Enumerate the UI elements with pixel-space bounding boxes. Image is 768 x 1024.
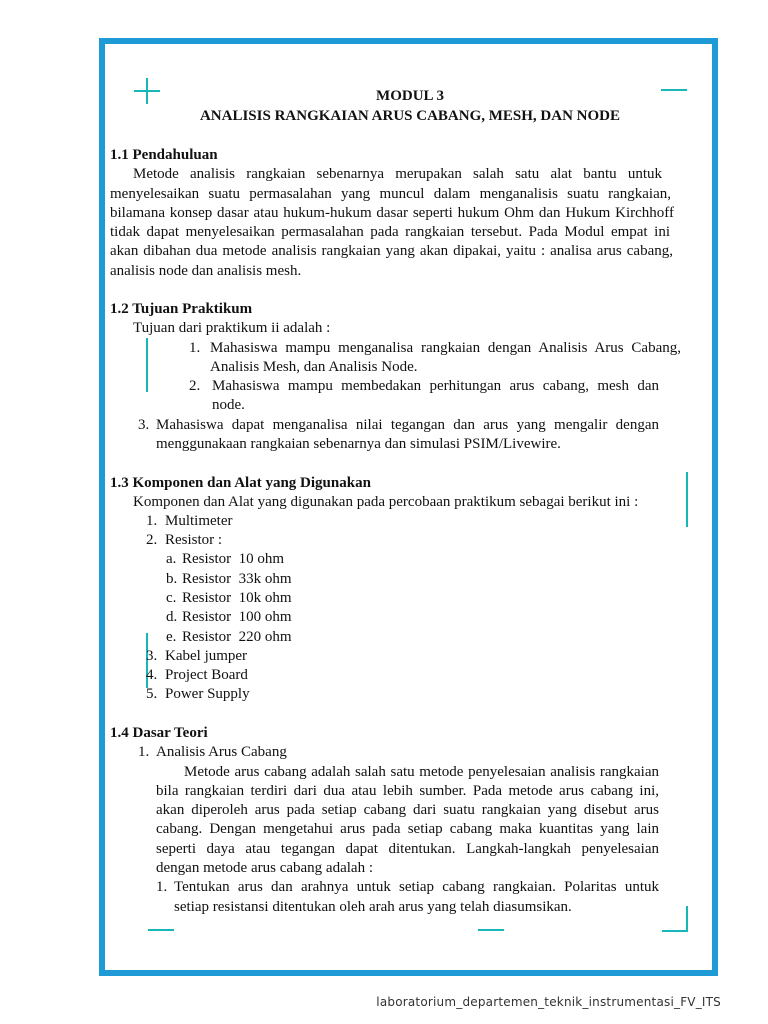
paragraph-line: bila rangkaian terdiri dari dua atau lebih sumber. Pada metode arus cabang ini, bbox=[156, 783, 659, 799]
paragraph-line: menyelesaikan suatu permasalahan yang muncul dalam menganalisis suatu rangkaian, bbox=[110, 186, 671, 202]
paragraph-line: seperti daya atau tegangan dapat ditentukan. Langkah-langkah penyelesaian bbox=[156, 841, 659, 857]
list-number: 2. bbox=[189, 378, 201, 394]
sublist-letter: c. bbox=[166, 590, 177, 606]
paragraph-line: Metode analisis rangkaian sebenarnya merupakan salah satu alat bantu untuk bbox=[133, 166, 662, 182]
list-number: 1. bbox=[156, 879, 168, 895]
paragraph-line: akan dibahan dua metode analisis rangkaian yang akan dipakai, yaitu : analisa arus cabang, bbox=[110, 243, 673, 259]
list-item: setiap resistansi ditentukan oleh arah arus yang telah diasumsikan. bbox=[174, 899, 572, 915]
tujuan-intro: Tujuan dari praktikum ii adalah : bbox=[133, 320, 331, 336]
list-item: Power Supply bbox=[165, 686, 250, 702]
paragraph-line: bilamana konsep dasar atau hukum-hukum dasar seperti hukum Ohm dan Hukum Kirchhoff bbox=[110, 205, 674, 221]
list-item: Mahasiswa dapat menganalisa nilai tegangan dan arus yang mengalir dengan bbox=[156, 417, 659, 433]
sublist-letter: a. bbox=[166, 551, 177, 567]
list-item: node. bbox=[212, 397, 245, 413]
sublist-item: Resistor 220 ohm bbox=[182, 629, 292, 645]
paragraph-line: dengan metode arus cabang adalah : bbox=[156, 860, 373, 876]
list-item: Multimeter bbox=[165, 513, 233, 529]
list-item: Tentukan arus dan arahnya untuk setiap cabang rangkaian. Polaritas untuk bbox=[174, 879, 659, 895]
bar-mark-right bbox=[686, 472, 688, 527]
list-item: Resistor : bbox=[165, 532, 223, 548]
page-title: ANALISIS RANGKAIAN ARUS CABANG, MESH, DAN NODE bbox=[199, 108, 621, 124]
section-heading-pendahuluan: 1.1 Pendahuluan bbox=[110, 147, 218, 163]
paragraph-line: tidak dapat menyelesaikan permasalahan pada rangkaian tersebut. Pada Modul empat ini bbox=[110, 224, 670, 240]
corner-mark-v bbox=[686, 906, 688, 932]
dash-mark-bottom-left bbox=[148, 929, 174, 931]
komponen-intro: Komponen dan Alat yang digunakan pada percobaan praktikum sebagai berikut ini : bbox=[133, 494, 639, 510]
list-number: 1. bbox=[138, 744, 150, 760]
module-label: MODUL 3 bbox=[376, 88, 444, 104]
paragraph-line: Metode arus cabang adalah salah satu metode penyelesaian analisis rangkaian bbox=[184, 764, 659, 780]
sublist-letter: e. bbox=[166, 629, 177, 645]
bar-mark-left-1 bbox=[146, 338, 148, 392]
list-number: 5. bbox=[146, 686, 158, 702]
list-number: 1. bbox=[146, 513, 158, 529]
sublist-item: Resistor 10k ohm bbox=[182, 590, 292, 606]
list-item: menggunakaan rangkaian sebenarnya dan simulasi PSIM/Livewire. bbox=[156, 436, 561, 452]
sublist-item: Resistor 33k ohm bbox=[182, 571, 292, 587]
subsection-title: Analisis Arus Cabang bbox=[156, 744, 287, 760]
paragraph-line: analisis node dan analisis mesh. bbox=[110, 263, 302, 279]
corner-mark-h bbox=[662, 930, 688, 932]
sublist-letter: d. bbox=[166, 609, 178, 625]
section-heading-komponen: 1.3 Komponen dan Alat yang Digunakan bbox=[110, 475, 371, 491]
list-item: Analisis Mesh, dan Analisis Node. bbox=[210, 359, 418, 375]
sublist-letter: b. bbox=[166, 571, 178, 587]
section-heading-dasar-teori: 1.4 Dasar Teori bbox=[110, 725, 208, 741]
sublist-item: Resistor 10 ohm bbox=[182, 551, 285, 567]
list-number: 2. bbox=[146, 532, 158, 548]
paragraph-line: cabang. Dengan mengetahui arus pada setiap cabang maka kuantitas yang lain bbox=[156, 821, 659, 837]
list-number: 4. bbox=[146, 667, 158, 683]
footer-label: laboratorium_departemen_teknik_instrumentasi_FV_ITS bbox=[376, 995, 721, 1009]
dash-mark-bottom-center bbox=[478, 929, 504, 931]
list-item: Mahasiswa mampu menganalisa rangkaian dengan Analisis Arus Cabang, bbox=[210, 340, 681, 356]
section-heading-tujuan: 1.2 Tujuan Praktikum bbox=[110, 301, 253, 317]
list-number: 3. bbox=[138, 417, 150, 433]
list-item: Project Board bbox=[165, 667, 248, 683]
sublist-item: Resistor 100 ohm bbox=[182, 609, 292, 625]
list-number: 3. bbox=[146, 648, 158, 664]
list-number: 1. bbox=[189, 340, 201, 356]
paragraph-line: akan diperoleh arus pada setiap cabang dari suatu rangkaian yang disebut arus bbox=[156, 802, 659, 818]
list-item: Kabel jumper bbox=[165, 648, 248, 664]
list-item: Mahasiswa mampu membedakan perhitungan arus cabang, mesh dan bbox=[212, 378, 659, 394]
